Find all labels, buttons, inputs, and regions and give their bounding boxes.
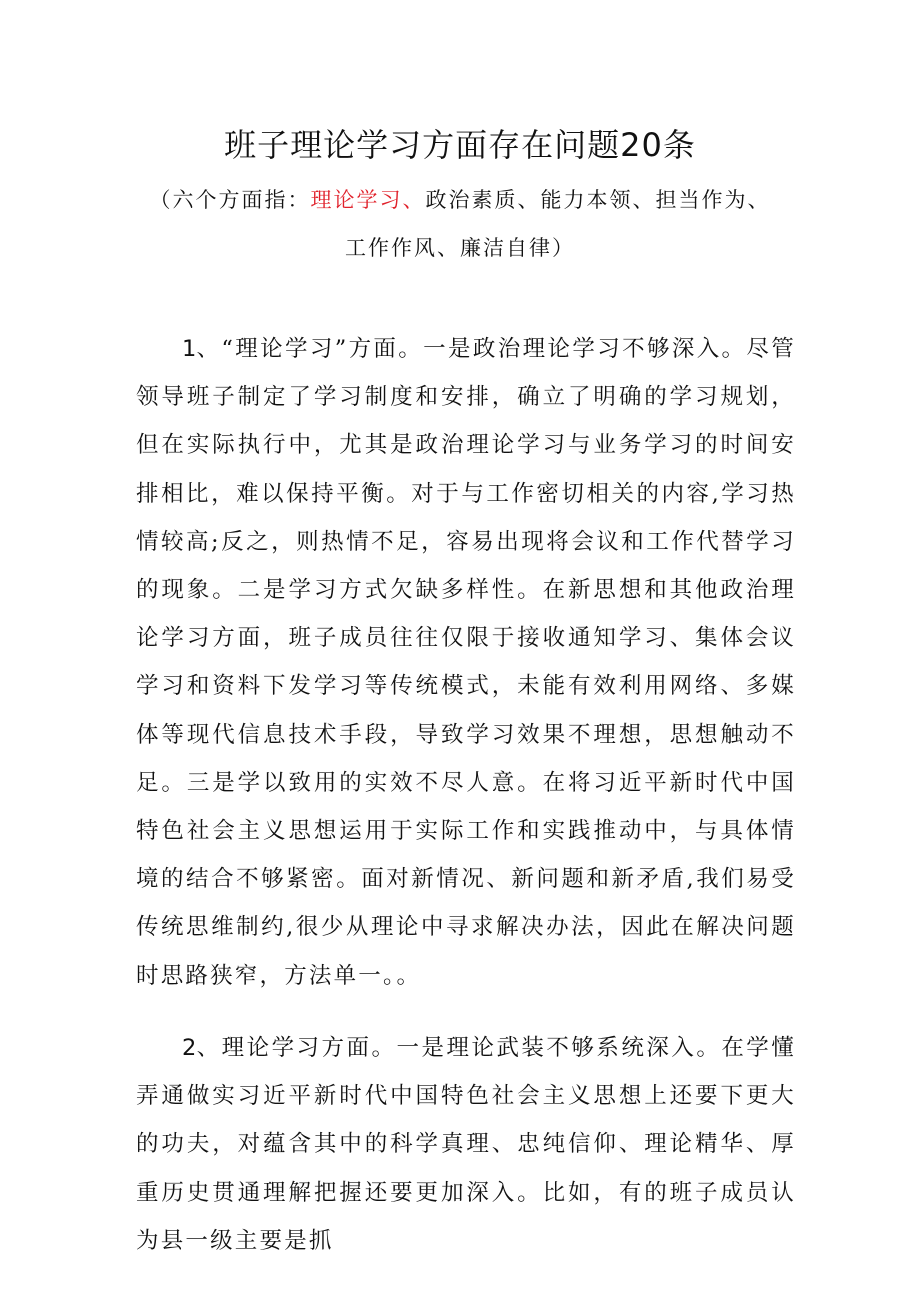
document-title: 班子理论学习方面存在问题20条: [224, 126, 696, 164]
paragraph-number: 2: [182, 1035, 197, 1061]
subtitle-rest: 政治素质、能力本领、担当作为、: [425, 188, 771, 212]
paragraph-number: 1: [182, 336, 197, 362]
paragraph-1: [136, 325, 796, 1000]
paragraph-text: 、理论学习方面。一是理论武装不够系统深入。在学懂弄通做实习近平新时代中国特色社会主义思想上还要下更大的功夫，对蕴含其中的科学真理、忠纯信仰、理论精华、厚重历史贯通理解把握还要更加深入。比如，有的班子成员认为县一级主要是抓: [136, 1035, 796, 1254]
subtitle-line-1: [110, 180, 810, 220]
subtitle-prefix: （六个方面指：: [149, 188, 311, 212]
subtitle-line-2: 工作作风、廉洁自律）: [345, 236, 575, 260]
subtitle-highlight: 理论学习、: [310, 188, 426, 212]
paragraph-text: 、“理论学习”方面。一是政治理论学习不够深入。尽管领导班子制定了学习制度和安排，确立了明确的学习规划，但在实际执行中，尤其是政治理论学习与业务学习的时间安排相比，难以保持平衡。对于与工作密切相关的内容,学习热情较高;反之，则热情不足，容易出现将会议和工作代替学习的现象。二是学习方式欠缺多样性。在新思想和其他政治理论学习方面，班子成员往往仅限于接收通知学习、集体会议学习和资料下发学习等传统模式，未能有效利用网络、多媒体等现代信息技术手段，导致学习效果不理想，思想触动不足。三是学以致用的实效不尽人意。在将习近平新时代中国特色社会主义思想运用于实际工作和实践推动中，与具体情境的结合不够紧密。面对新情况、新问题和新矛盾,我们易受传统思维制约,很少从理论中寻求解决办法，因此在解决问题时思路狭窄，方法单一。。: [136, 336, 796, 989]
paragraph-2: [136, 1024, 796, 1265]
